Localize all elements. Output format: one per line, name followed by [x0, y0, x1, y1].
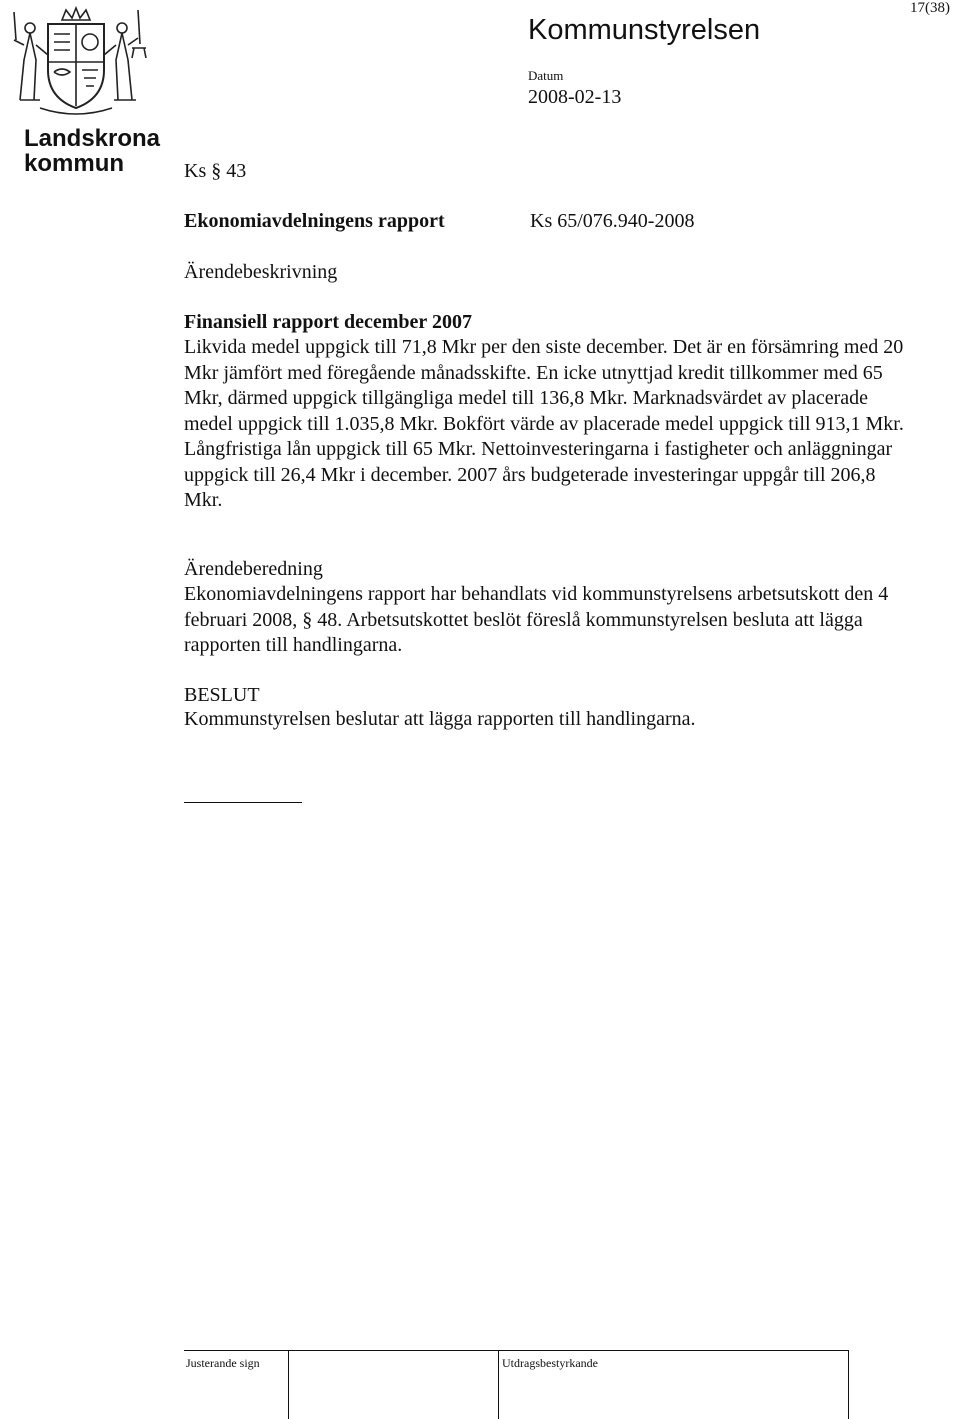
section-end-rule [184, 802, 302, 803]
case-number: Ks 65/076.940-2008 [530, 210, 695, 232]
finansiell-rapport-heading: Finansiell rapport december 2007 [184, 311, 472, 333]
logo-wordmark [24, 126, 160, 176]
page-number: 17(38) [910, 0, 950, 16]
footer-separator [848, 1350, 849, 1419]
organization-title: Kommunstyrelsen [528, 14, 761, 46]
logo-line-1: Landskrona [24, 125, 161, 152]
date-value: 2008-02-13 [528, 86, 622, 108]
arendeberedning-heading: Ärendeberedning [184, 558, 323, 580]
beslut-heading: BESLUT [184, 684, 260, 706]
date-label: Datum [528, 68, 564, 83]
arendebeskrivning-heading: Ärendebeskrivning [184, 261, 338, 283]
footer-rule [184, 1350, 848, 1351]
beslut-text: Kommunstyrelsen beslutar att lägga rapporten till handlingarna. [184, 708, 696, 730]
arendeberedning-text: Ekonomiavdelningens rapport har behandlats vid kommunstyrelsens arbetsutskott den 4 februari 2008, § 48. Arbetsutskottet beslöt föreslå kommunstyrelsen besluta att lägga rapporten till handlingarna. [184, 583, 889, 656]
finansiell-rapport-text: Likvida medel uppgick till 71,8 Mkr per den siste december. Det är en försämring med 20 Mkr jämfört med föregående månadsskifte. En icke utnyttjad kredit tillkommer med 65 Mkr, därmed uppgick tillgängliga medel till 136,8 Mkr. Marknadsvärdet av placerade medel uppgick till 1.035,8 Mkr. Bokfört värde av placerade medel uppgick till 913,1 Mkr. Långfristiga lån uppgick till 65 Mkr. Nettoinvesteringarna i fastigheter och anläggningar uppgick till 26,4 Mkr i december. 2007 års budgeterade investeringar uppgår till 206,8 Mkr. [184, 336, 904, 511]
footer-separator [288, 1350, 289, 1419]
footer-utdragsbestyrkande: Utdragsbestyrkande [502, 1356, 598, 1370]
report-title: Ekonomiavdelningens rapport [184, 210, 445, 232]
section-reference: Ks § 43 [184, 160, 247, 182]
footer-separator [498, 1350, 499, 1419]
logo-line-2: kommun [24, 150, 125, 177]
footer-justerande-sign: Justerande sign [186, 1356, 260, 1370]
